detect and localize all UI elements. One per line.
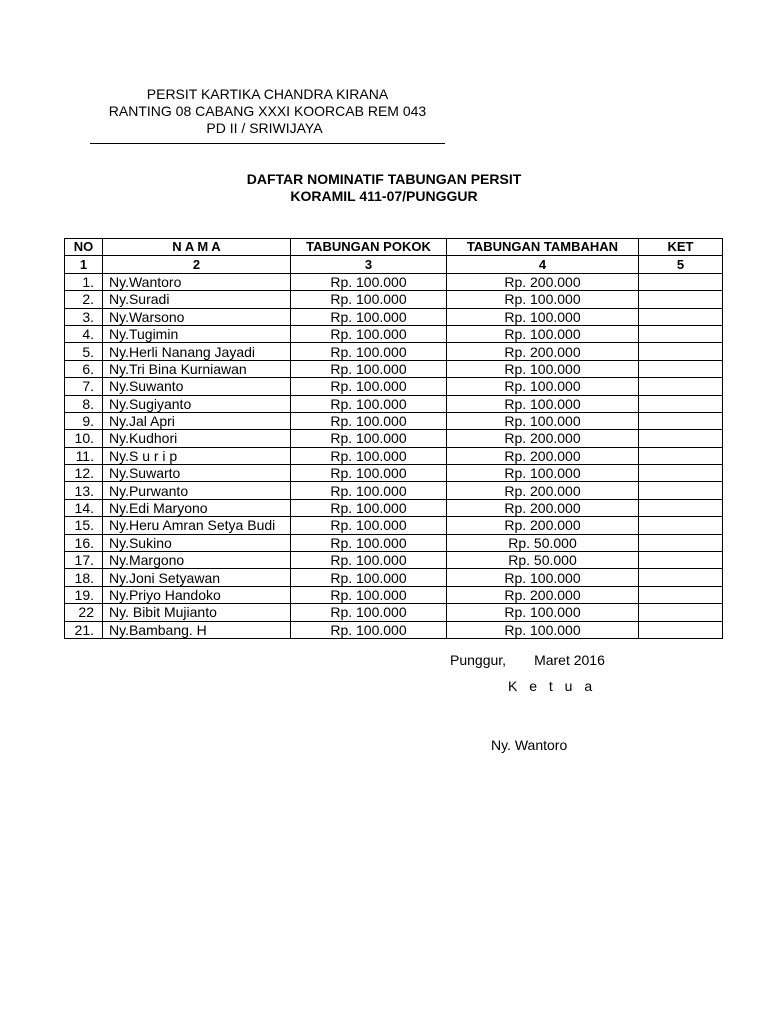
cell-no: 17. [65,552,103,569]
header-nama: N A M A [103,239,291,256]
cell-no: 10. [65,430,103,447]
cell-tabungan-tambahan: Rp. 100.000 [447,604,639,621]
table-header-row [65,239,723,256]
cell-tabungan-tambahan: Rp. 200.000 [447,482,639,499]
cell-no: 13. [65,482,103,499]
cell-no: 9. [65,412,103,429]
table-row [65,517,723,534]
cell-no: 11. [65,447,103,464]
cell-nama: Ny.S u r i p [103,447,291,464]
table-row [65,378,723,395]
savings-table [64,238,723,639]
cell-tabungan-pokok: Rp. 100.000 [291,325,447,342]
header-ket: KET [639,239,723,256]
table-row [65,482,723,499]
cell-no: 16. [65,534,103,551]
cell-tabungan-pokok: Rp. 100.000 [291,447,447,464]
cell-tabungan-tambahan: Rp. 50.000 [447,534,639,551]
cell-ket [639,552,723,569]
cell-tabungan-tambahan: Rp. 100.000 [447,325,639,342]
cell-tabungan-tambahan: Rp. 200.000 [447,517,639,534]
cell-nama: Ny.Bambang. H [103,621,291,638]
cell-ket [639,499,723,516]
table-column-number-row [65,256,723,273]
cell-ket [639,604,723,621]
cell-no: 21. [65,621,103,638]
cell-nama: Ny.Tri Bina Kurniawan [103,360,291,377]
cell-ket [639,412,723,429]
signature-place: Punggur, [450,652,507,668]
cell-nama: Ny.Jal Apri [103,412,291,429]
cell-tabungan-pokok: Rp. 100.000 [291,569,447,586]
cell-tabungan-pokok: Rp. 100.000 [291,586,447,603]
cell-tabungan-tambahan: Rp. 100.000 [447,378,639,395]
letterhead-line-1: PERSIT KARTIKA CHANDRA KIRANA [146,86,389,102]
cell-ket [639,308,723,325]
column-number-2: 2 [103,256,291,273]
table-row [65,430,723,447]
cell-no: 18. [65,569,103,586]
cell-nama: Ny.Suwarto [103,465,291,482]
signature-name: Ny. Wantoro [491,737,568,753]
cell-tabungan-pokok: Rp. 100.000 [291,291,447,308]
cell-nama: Ny.Warsono [103,308,291,325]
header-tabungan-tambahan: TABUNGAN TAMBAHAN [447,239,639,256]
table-row [65,586,723,603]
column-number-3: 3 [291,256,447,273]
table-row [65,395,723,412]
table-row [65,621,723,638]
column-number-4: 4 [447,256,639,273]
cell-ket [639,482,723,499]
cell-tabungan-tambahan: Rp. 100.000 [447,569,639,586]
cell-ket [639,291,723,308]
cell-tabungan-pokok: Rp. 100.000 [291,308,447,325]
cell-tabungan-pokok: Rp. 100.000 [291,552,447,569]
cell-no: 14. [65,499,103,516]
cell-tabungan-pokok: Rp. 100.000 [291,378,447,395]
cell-tabungan-pokok: Rp. 100.000 [291,534,447,551]
signature-place-date [450,652,605,668]
cell-tabungan-tambahan: Rp. 200.000 [447,447,639,464]
cell-nama: Ny.Sukino [103,534,291,551]
cell-nama: Ny.Joni Setyawan [103,569,291,586]
cell-no: 4. [65,325,103,342]
cell-tabungan-pokok: Rp. 100.000 [291,465,447,482]
table-row [65,534,723,551]
table-row [65,308,723,325]
cell-tabungan-pokok: Rp. 100.000 [291,430,447,447]
cell-tabungan-pokok: Rp. 100.000 [291,482,447,499]
letterhead-line-3: PD II / SRIWIJAYA [206,120,323,136]
cell-tabungan-tambahan: Rp. 200.000 [447,273,639,290]
cell-no: 22 [65,604,103,621]
cell-ket [639,325,723,342]
cell-tabungan-pokok: Rp. 100.000 [291,499,447,516]
document-title-line-2: KORAMIL 411-07/PUNGGUR [290,188,478,204]
cell-nama: Ny.Suwanto [103,378,291,395]
cell-nama: Ny.Edi Maryono [103,499,291,516]
cell-tabungan-tambahan: Rp. 100.000 [447,395,639,412]
cell-nama: Ny.Margono [103,552,291,569]
table-row [65,499,723,516]
cell-ket [639,465,723,482]
cell-tabungan-tambahan: Rp. 200.000 [447,430,639,447]
cell-tabungan-tambahan: Rp. 100.000 [447,308,639,325]
cell-nama: Ny.Herli Nanang Jayadi [103,343,291,360]
cell-no: 3. [65,308,103,325]
cell-tabungan-tambahan: Rp. 200.000 [447,343,639,360]
table-row [65,552,723,569]
cell-tabungan-tambahan: Rp. 200.000 [447,499,639,516]
column-number-5: 5 [639,256,723,273]
table-row [65,360,723,377]
table-row [65,273,723,290]
letterhead [90,86,445,137]
cell-ket [639,343,723,360]
cell-no: 7. [65,378,103,395]
cell-tabungan-pokok: Rp. 100.000 [291,517,447,534]
cell-ket [639,273,723,290]
cell-tabungan-pokok: Rp. 100.000 [291,604,447,621]
cell-nama: Ny.Purwanto [103,482,291,499]
cell-nama: Ny.Tugimin [103,325,291,342]
cell-no: 19. [65,586,103,603]
cell-ket [639,378,723,395]
table-row [65,325,723,342]
cell-tabungan-tambahan: Rp. 50.000 [447,552,639,569]
cell-nama: Ny.Heru Amran Setya Budi [103,517,291,534]
header-no: NO [65,239,103,256]
cell-tabungan-pokok: Rp. 100.000 [291,360,447,377]
cell-tabungan-tambahan: Rp. 100.000 [447,360,639,377]
cell-nama: Ny.Wantoro [103,273,291,290]
table-row [65,412,723,429]
cell-ket [639,430,723,447]
header-tabungan-pokok: TABUNGAN POKOK [291,239,447,256]
table-row [65,291,723,308]
signature-date: Maret 2016 [534,652,605,668]
letterhead-divider [90,143,445,144]
cell-ket [639,517,723,534]
cell-tabungan-tambahan: Rp. 200.000 [447,586,639,603]
cell-tabungan-tambahan: Rp. 100.000 [447,291,639,308]
cell-no: 15. [65,517,103,534]
cell-nama: Ny.Sugiyanto [103,395,291,412]
cell-nama: Ny.Priyo Handoko [103,586,291,603]
table-row [65,447,723,464]
cell-no: 8. [65,395,103,412]
cell-nama: Ny.Kudhori [103,430,291,447]
table-body [65,273,723,638]
cell-ket [639,447,723,464]
cell-no: 6. [65,360,103,377]
cell-ket [639,569,723,586]
table-row [65,604,723,621]
cell-nama: Ny. Bibit Mujianto [103,604,291,621]
cell-ket [639,395,723,412]
cell-ket [639,586,723,603]
cell-ket [639,621,723,638]
table-row [65,343,723,360]
cell-tabungan-tambahan: Rp. 100.000 [447,412,639,429]
cell-tabungan-tambahan: Rp. 100.000 [447,465,639,482]
table-row [65,465,723,482]
cell-tabungan-pokok: Rp. 100.000 [291,273,447,290]
cell-tabungan-pokok: Rp. 100.000 [291,343,447,360]
cell-no: 2. [65,291,103,308]
cell-tabungan-pokok: Rp. 100.000 [291,412,447,429]
signature-role: K e t u a [508,678,597,694]
document-title-line-1: DAFTAR NOMINATIF TABUNGAN PERSIT [246,171,522,187]
letterhead-line-2: RANTING 08 CABANG XXXI KOORCAB REM 043 [108,103,427,119]
cell-nama: Ny.Suradi [103,291,291,308]
cell-ket [639,534,723,551]
cell-no: 12. [65,465,103,482]
cell-no: 5. [65,343,103,360]
document-title [64,171,704,205]
cell-tabungan-tambahan: Rp. 100.000 [447,621,639,638]
cell-ket [639,360,723,377]
table-row [65,569,723,586]
column-number-1: 1 [65,256,103,273]
cell-no: 1. [65,273,103,290]
cell-tabungan-pokok: Rp. 100.000 [291,621,447,638]
cell-tabungan-pokok: Rp. 100.000 [291,395,447,412]
